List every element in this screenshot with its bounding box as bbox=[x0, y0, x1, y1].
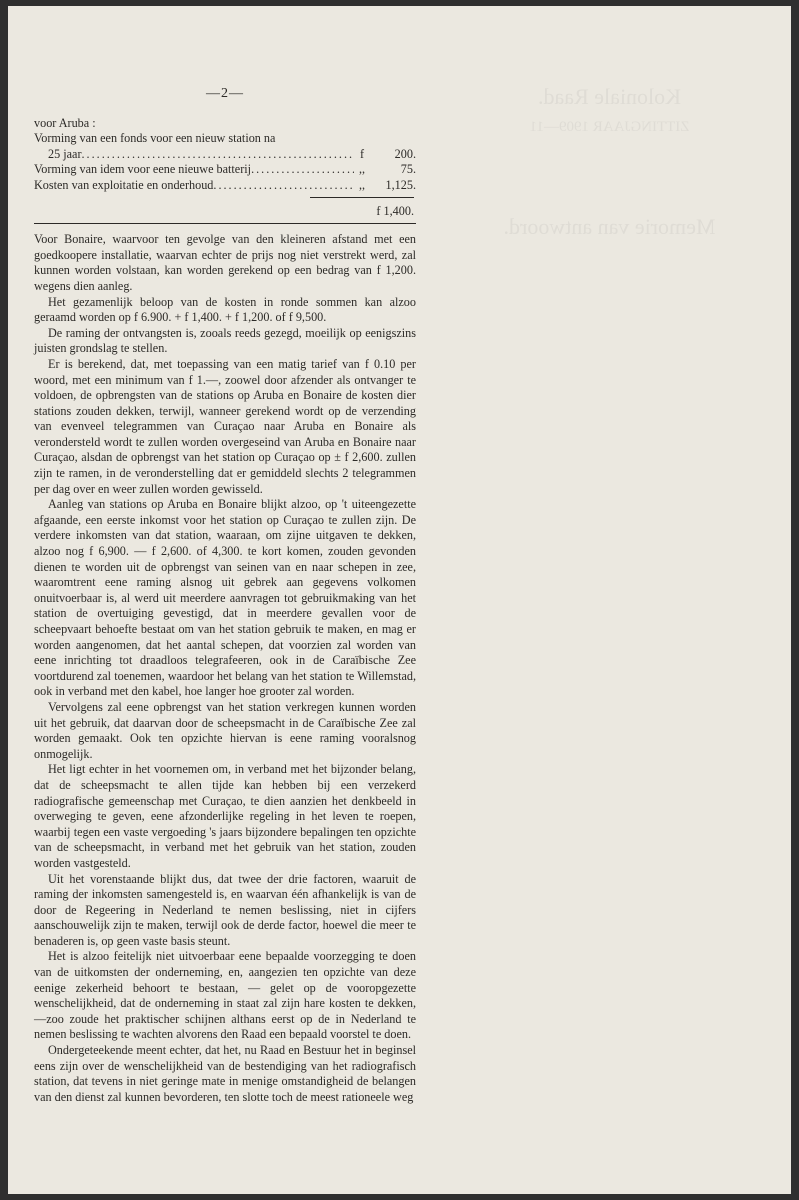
paragraph: Voor Bonaire, waarvoor ten gevolge van den kleineren afstand met een goedkoopere installatie, waarvan echter de prijs nog niet verstrekt werd, zal kunnen worden volstaan, kan worden gerekend op een bedrag van f 1,200. wegens dien aanleg. bbox=[34, 232, 416, 293]
paragraph: Uit het vorenstaande blijkt dus, dat twee der drie factoren, waaruit de raming der inkomsten samengesteld is, en waarvan één afhankelijk is van de door de Regeering in Nederland te nemen beslissing, niet in cijfers aanschouwelijk zijn te maken, terwijl ook de derde factor, hoewel die meer te benaderen is, op geen vaste basis steunt. bbox=[34, 871, 416, 948]
cost-amount: 1,125. bbox=[385, 177, 416, 192]
cost-row bbox=[34, 147, 416, 163]
page-content bbox=[34, 86, 416, 1105]
cost-currency: ,, bbox=[358, 177, 366, 192]
sum-rule bbox=[310, 197, 414, 198]
leader-dots bbox=[82, 147, 355, 163]
paragraph: Er is berekend, dat, met toepassing van een matig tarief van f 0.10 per woord, met een minimum van f 1.—, zoowel door afzender als ontvanger te voldoen, de opbrengsten van de stations op Aruba en Bonaire de kosten dier stations zouden dekken, terwijl, wanneer gerekend wordt op de verzending van evenveel telegrammen van Curaçao naar Aruba en Bonaire als verondersteld wordt te zullen worden overgeseind van Aruba en Bonaire naar Curaçao, alsdan de opbrengst van het station op Curaçao op ± f 2,600. zullen zijn te ramen, in de veronderstelling dat er gemiddeld slechts 2 telegrammen per dag over en weer zullen worden gewisseld. bbox=[34, 356, 416, 496]
section-divider bbox=[34, 223, 416, 224]
cost-amount: 200. bbox=[394, 146, 416, 161]
leader-dots bbox=[213, 178, 354, 194]
cost-row bbox=[34, 131, 416, 147]
bleed-line: ZITTINGJAAR 1909—11 bbox=[529, 119, 690, 135]
cost-total: f 1,400. bbox=[376, 203, 414, 218]
cost-row bbox=[34, 178, 416, 194]
cost-row bbox=[34, 162, 416, 178]
bleed-line: Memorie van antwoord. bbox=[503, 214, 716, 239]
cost-intro: voor Aruba : bbox=[34, 115, 96, 130]
paragraph: Het gezamenlijk beloop van de kosten in ronde sommen kan alzoo geraamd worden op f 6.900. + f 1,400. + f 1,200. of f 9,500. bbox=[34, 294, 416, 325]
body-text bbox=[34, 232, 416, 1105]
paragraph: Aanleg van stations op Aruba en Bonaire blijkt alzoo, op 't uiteengezette afgaande, een eerste inkomst voor het station op Curaçao te zullen zijn. De verdere inkomsten van dat station, waaraan, om zijne uitgaven te dekken, alzoo nog f 6,900. — f 2,600. of 4,300. te kort komen, zouden gevonden dienen te worden uit de opbrengst van seinen van en naar schepen in zee, waaromtrent eene raming alsnog uit gebrek aan gegevens volkomen onuitvoerbaar is, al werd uit meerdere aanvragen tot gebruikmaking van het station de overtuiging gevestigd, dat in meerdere gevallen voor de scheepvaart behoefte bestaat om van het station gebruik te maken, en mag er worden aangenomen, dat het aantal schepen, dat voorzien zal worden van eene inrichting tot draadloos telegrafeeren, ook in de Caraïbische Zee voortdurend zal toenemen, waardoor het belang van het station te Willemstad, ook in verband met den kabel, hoe langer hoe grooter zal worden. bbox=[34, 497, 416, 699]
paragraph: Het is alzoo feitelijk niet uitvoerbaar eene bepaalde voorzegging te doen van de uitkomsten der onderneming, en, aangezien ten opzichte van deze eenige zekerheid behoort te bestaan, — gelet op de vooropgezette wenschelijkheid, dat de onderneming in staat zal zijn hare kosten te dekken,—zoo zoude het praktischer schijnen althans eerst op de in Nederland te nemen beslissing te wachten alvorens den Raad een bepaald voorstel te doen. bbox=[34, 949, 416, 1042]
cost-label: Vorming van idem voor eene nieuwe batterij bbox=[34, 162, 252, 177]
paragraph: Ondergeteekende meent echter, dat het, nu Raad en Bestuur het in beginsel eens zijn over de wenschelijkheid van de bestendiging van het radiografisch station, dat tevens in niet geringe mate in menige omstandigheid de belangen van den dienst zal kunnen bevorderen, ten slotte toch de meest rationeele weg bbox=[34, 1043, 416, 1104]
bleed-through-text bbox=[428, 46, 791, 646]
cost-currency: f bbox=[359, 146, 365, 161]
cost-currency: ,, bbox=[358, 162, 366, 177]
cost-label: 25 jaar bbox=[48, 146, 82, 161]
leader-dots bbox=[251, 162, 354, 178]
cost-label: Vorming van een fonds voor een nieuw station na bbox=[34, 131, 276, 146]
cost-amount: 75. bbox=[400, 162, 416, 177]
cost-label: Kosten van exploitatie en onderhoud bbox=[34, 177, 214, 192]
paragraph: De raming der ontvangsten is, zooals reeds gezegd, moeilijk op eenigszins juisten grondslag te stellen. bbox=[34, 325, 416, 356]
paragraph: Vervolgens zal eene opbrengst van het station verkregen kunnen worden uit het gebruik, dat daarvan door de scheepsmacht in de Caraïbische Zee zal worden gemaakt. Ook ten opzichte hiervan is eene raming vooralsnog onmogelijk. bbox=[34, 699, 416, 761]
bleed-line: Koloniale Raad. bbox=[538, 84, 681, 109]
paragraph: Het ligt echter in het voornemen om, in verband met het bijzonder belang, dat de scheepsmacht te allen tijde kan hebben bij een verzekerd radiografische gemeenschap met Curaçao, te dien aanzien het denkbeeld in overweging te geven, eene afzonderlijke regeling in het leven te roepen, waarbij tegen een vaste vergoeding 's jaars bijzondere bepalingen ten opzichte van de scheepsmacht, in verband met het gebruik van het station, zouden worden vastgesteld. bbox=[34, 762, 416, 870]
cost-table bbox=[34, 131, 416, 224]
page-number: —2— bbox=[206, 86, 244, 101]
scanned-page bbox=[8, 6, 791, 1194]
